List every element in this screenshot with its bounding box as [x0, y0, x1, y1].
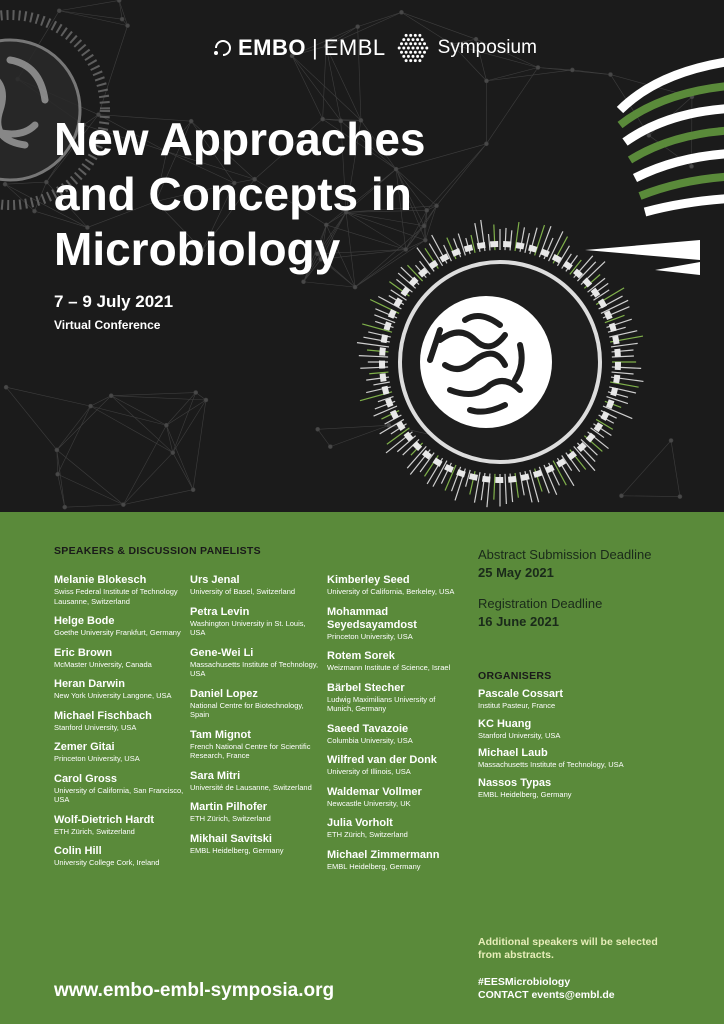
speaker-entry — [54, 710, 184, 733]
organiser-entry — [478, 688, 624, 711]
speaker-name: Helge Bode — [54, 615, 115, 627]
organiser-affiliation: EMBL Heidelberg, Germany — [478, 789, 572, 799]
speaker-name: Martin Pilhofer — [190, 801, 268, 813]
event-venue: Virtual Conference — [54, 318, 161, 332]
speaker-entry — [327, 754, 462, 777]
speaker-name: Julia Vorholt — [327, 817, 393, 829]
speaker-name: Colin Hill — [54, 845, 102, 857]
speaker-entry — [54, 615, 184, 638]
registration-deadline-label: Registration Deadline — [478, 596, 603, 611]
speaker-affiliation: EMBL Heidelberg, Germany — [190, 845, 284, 855]
speaker-affiliation: Swiss Federal Institute of Technology Lausanne, Switzerland — [54, 587, 178, 606]
speaker-column-2 — [190, 574, 320, 864]
title-line: New Approaches — [54, 113, 426, 165]
speaker-affiliation: New York University Langone, USA — [54, 691, 172, 700]
speaker-entry — [54, 814, 184, 837]
speaker-affiliation: University of Basel, Switzerland — [190, 587, 296, 596]
speaker-affiliation: Goethe University Frankfurt, Germany — [54, 628, 181, 637]
logo-embo: EMBO — [238, 35, 306, 60]
organiser-affiliation: Massachusetts Institute of Technology, USA — [478, 760, 624, 769]
contact-email[interactable]: CONTACT events@embl.de — [478, 989, 615, 1001]
speaker-entry — [327, 606, 462, 642]
logo-embl: EMBL — [323, 35, 386, 60]
title-line: and Concepts in — [54, 168, 412, 220]
speaker-name: Saeed Tavazoie — [327, 722, 409, 735]
logo — [212, 28, 537, 68]
speaker-entry — [190, 606, 320, 638]
speaker-entry — [54, 773, 184, 805]
speaker-entry — [327, 817, 462, 840]
speaker-entry — [327, 682, 462, 714]
speaker-name: Petra Levin — [190, 605, 250, 618]
speaker-affiliation: Princeton University, USA — [54, 754, 140, 763]
title-line: Microbiology — [54, 223, 341, 275]
organiser-affiliation: Institut Pasteur, France — [478, 701, 556, 710]
speaker-affiliation: Ludwig Maximilians University of Munich, Germany — [327, 694, 436, 713]
speaker-affiliation: French National Centre for Scientific Research, France — [190, 741, 311, 760]
speaker-name: Kimberley Seed — [327, 574, 410, 586]
speaker-affiliation: Université de Lausanne, Switzerland — [190, 782, 312, 792]
embl-hexagon-logo-icon — [394, 29, 432, 67]
speaker-entry — [190, 770, 320, 793]
speaker-name: Tam Mignot — [190, 728, 251, 741]
embo-logo-icon — [212, 37, 234, 59]
speaker-entry — [327, 574, 462, 597]
speaker-name: Michael Fischbach — [54, 709, 152, 722]
speaker-affiliation: ETH Zürich, Switzerland — [54, 826, 135, 836]
speaker-affiliation: ETH Zürich, Switzerland — [190, 814, 271, 823]
speaker-affiliation: National Centre for Biotechnology, Spain — [190, 700, 304, 719]
speaker-name: Mikhail Savitski — [190, 832, 272, 845]
speaker-entry — [327, 650, 462, 673]
speaker-name: Sara Mitri — [190, 769, 241, 782]
speaker-entry — [327, 723, 462, 746]
speaker-affiliation: University of California, Berkeley, USA — [327, 587, 455, 596]
event-dates: 7 – 9 July 2021 — [54, 292, 174, 311]
speaker-name: Rotem Sorek — [327, 650, 395, 662]
organiser-name: Michael Laub — [478, 747, 548, 759]
stripe-art — [585, 60, 724, 275]
speaker-affiliation: University of Illinois, USA — [327, 767, 411, 776]
speaker-affiliation: Weizmann Institute of Science, Israel — [327, 663, 451, 672]
abstract-deadline — [478, 546, 651, 582]
speaker-name: Zemer Gitai — [54, 741, 115, 753]
speaker-affiliation: Washington University in St. Louis, USA — [190, 618, 306, 637]
speaker-name: Melanie Blokesch — [54, 574, 147, 586]
organisers-title: ORGANISERS — [478, 670, 552, 682]
organiser-entry — [478, 718, 624, 741]
speaker-name: Carol Gross — [54, 772, 117, 785]
speaker-affiliation: University College Cork, Ireland — [54, 858, 160, 867]
organiser-name: Nassos Typas — [478, 776, 552, 789]
speakers-title: SPEAKERS & DISCUSSION PANELISTS — [54, 545, 261, 557]
organiser-name: KC Huang — [478, 717, 532, 730]
speaker-name: Daniel Lopez — [190, 687, 258, 700]
speaker-affiliation: Stanford University, USA — [54, 722, 137, 732]
speaker-affiliation: McMaster University, Canada — [54, 659, 152, 669]
speaker-column-3 — [327, 574, 462, 880]
speaker-entry — [190, 574, 320, 597]
speaker-entry — [190, 647, 320, 679]
speaker-affiliation: Columbia University, USA — [327, 735, 413, 745]
speaker-name: Urs Jenal — [190, 574, 240, 586]
speaker-column-1 — [54, 574, 184, 877]
speaker-name: Gene-Wei Li — [190, 646, 254, 659]
speaker-entry — [54, 845, 184, 868]
abstract-deadline-label: Abstract Submission Deadline — [478, 547, 652, 562]
hashtag: #EESMicrobiology — [478, 976, 571, 988]
speaker-affiliation: Newcastle University, UK — [327, 798, 411, 808]
organiser-affiliation: Stanford University, USA — [478, 730, 561, 740]
registration-deadline — [478, 595, 602, 631]
speaker-entry — [327, 786, 462, 809]
organiser-entry — [478, 777, 624, 800]
logo-symposium: Symposium — [437, 37, 537, 58]
speaker-affiliation: ETH Zürich, Switzerland — [327, 830, 408, 839]
logo-separator: | — [312, 35, 318, 60]
speaker-entry — [190, 833, 320, 856]
speaker-affiliation: Massachusetts Institute of Technology, USA — [190, 659, 319, 678]
speaker-name: Mohammad Seyedsayamdost — [327, 605, 417, 631]
speaker-affiliation: Princeton University, USA — [327, 631, 413, 641]
speaker-entry — [190, 688, 320, 720]
speaker-name: Michael Zimmermann — [327, 848, 440, 861]
abstract-deadline-date: 25 May 2021 — [478, 565, 554, 580]
registration-deadline-date: 16 June 2021 — [478, 614, 559, 629]
organisers-list — [478, 688, 624, 806]
speaker-name: Wolf-Dietrich Hardt — [54, 813, 155, 826]
speaker-entry — [54, 574, 184, 606]
speaker-name: Wilfred van der Donk — [327, 754, 437, 766]
speaker-affiliation: EMBL Heidelberg, Germany — [327, 861, 421, 871]
speaker-name: Waldemar Vollmer — [327, 785, 422, 798]
speaker-entry — [54, 741, 184, 764]
additional-speakers-note: Additional speakers will be selected from abstracts. — [478, 936, 658, 961]
organiser-name: Pascale Cossart — [478, 688, 563, 700]
speaker-entry — [190, 801, 320, 824]
speaker-entry — [327, 849, 462, 872]
speaker-entry — [54, 647, 184, 670]
organiser-entry — [478, 747, 624, 770]
contact-block — [478, 976, 615, 1002]
speaker-entry — [54, 678, 184, 701]
speaker-name: Eric Brown — [54, 646, 113, 659]
speaker-name: Bärbel Stecher — [327, 681, 405, 694]
event-title — [54, 112, 574, 277]
website-link[interactable]: www.embo-embl-symposia.org — [54, 980, 335, 1001]
speaker-name: Heran Darwin — [54, 678, 125, 690]
speaker-entry — [190, 729, 320, 761]
speaker-affiliation: University of California, San Francisco, USA — [54, 785, 184, 804]
